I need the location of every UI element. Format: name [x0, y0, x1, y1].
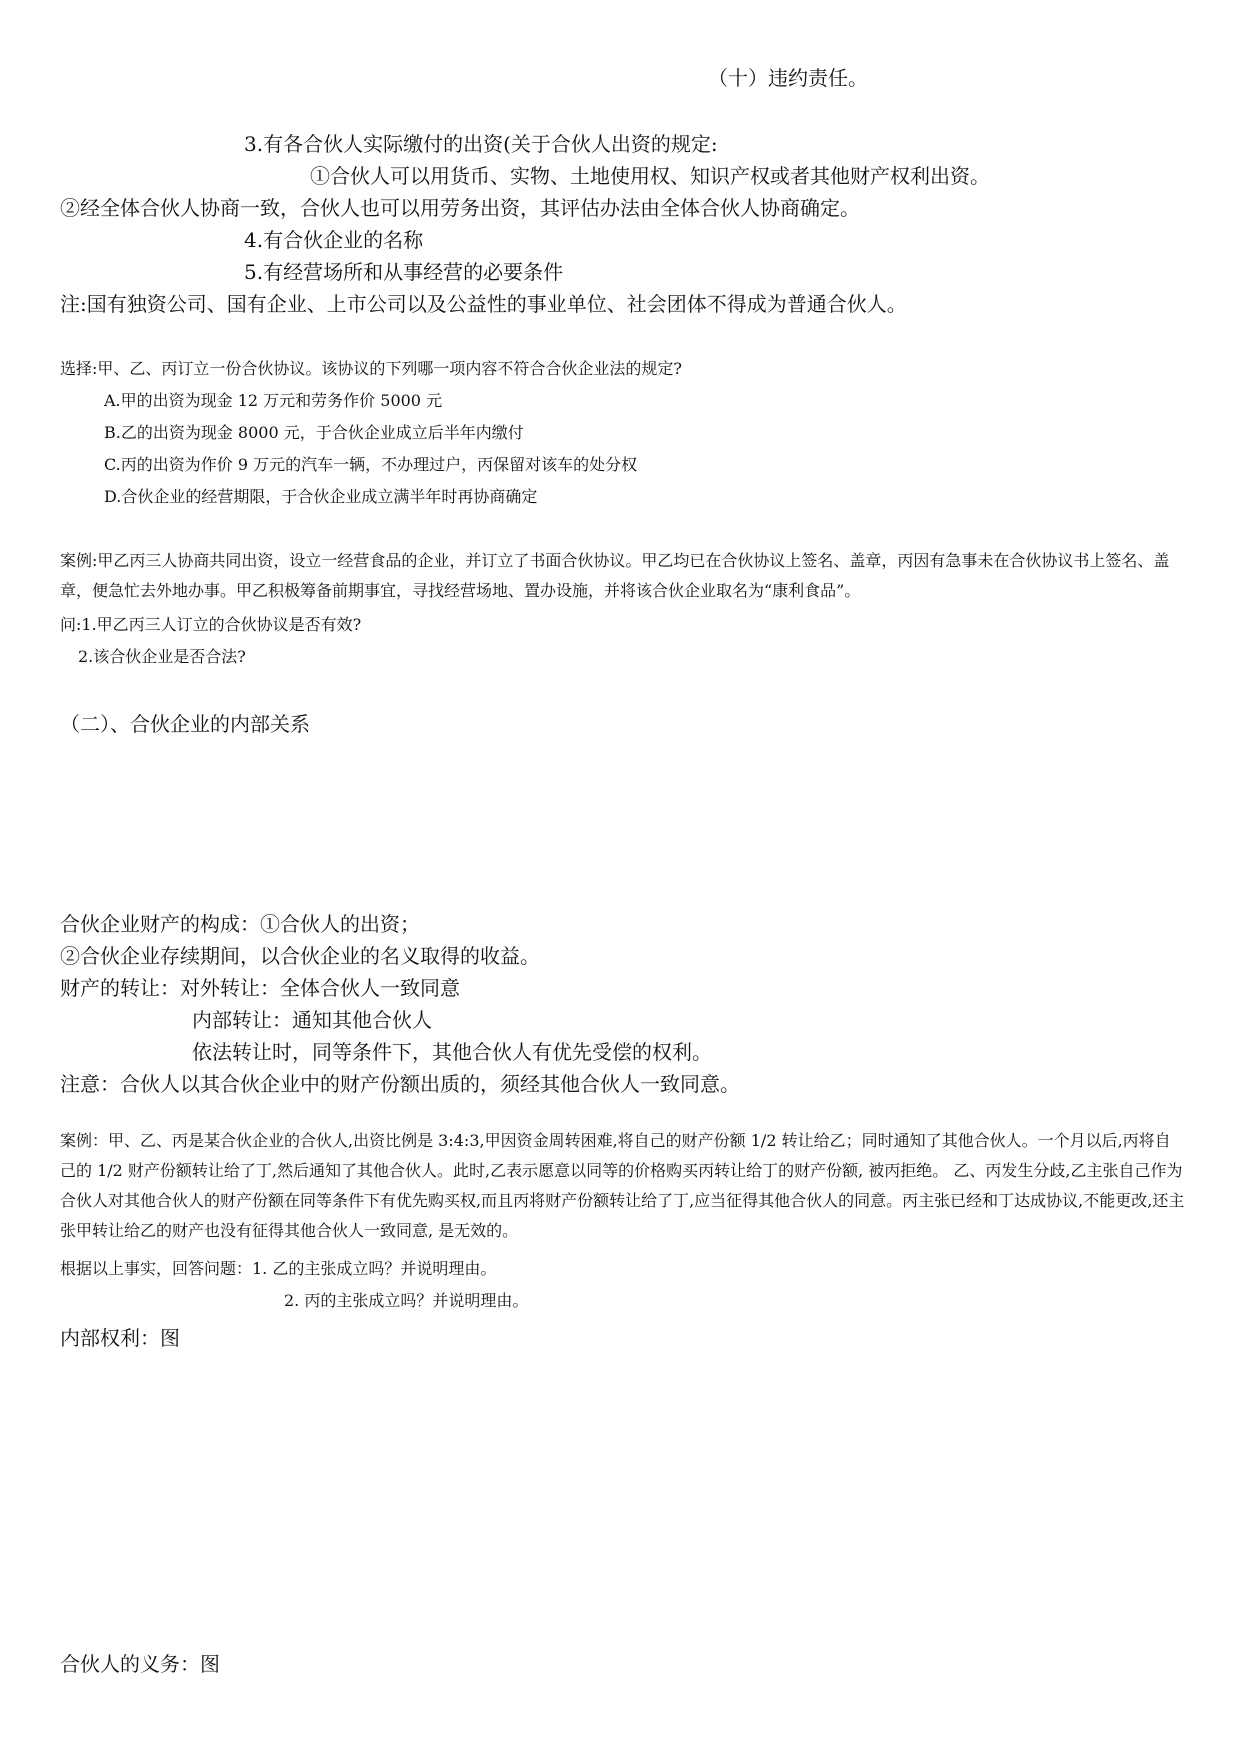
- section-ten-heading: （十）违约责任。: [708, 66, 868, 90]
- case-2-question-2: 2. 丙的主张成立吗？并说明理由。: [284, 1291, 529, 1310]
- case-2-question-1: 根据以上事实，回答问题：1. 乙的主张成立吗？并说明理由。: [60, 1259, 497, 1278]
- property-transfer-line-3: 依法转让时，同等条件下，其他合伙人有优先受偿的权利。: [192, 1040, 712, 1064]
- requirement-3-item-2: ②经全体合伙人协商一致，合伙人也可以用劳务出资，其评估办法由全体合伙人协商确定。: [60, 196, 860, 220]
- note-line: 注:国有独资公司、国有企业、上市公司以及公益性的事业单位、社会团体不得成为普通合伙人。: [60, 292, 907, 316]
- case-1-text: 案例:甲乙丙三人协商共同出资，设立一经营食品的企业，并订立了书面合伙协议。甲乙均已在合伙协议上签名、盖章，丙因有急事未在合伙协议书上签名、盖章，便急忙去外地办事。甲乙积极筹备前期事宜，寻找经营场地、置办设施，并将该合伙企业取名为“康利食品”。: [60, 551, 1170, 600]
- requirement-3-title: 3.有各合伙人实际缴付的出资(关于合伙人出资的规定:: [244, 132, 718, 156]
- choice-option-a: A.甲的出资为现金 12 万元和劳务作价 5000 元: [104, 391, 443, 410]
- choice-option-b: B.乙的出资为现金 8000 元，于合伙企业成立后半年内缴付: [104, 423, 524, 442]
- requirement-5: 5.有经营场所和从事经营的必要条件: [244, 260, 564, 284]
- requirement-3-item-1: ①合伙人可以用货币、实物、土地使用权、知识产权或者其他财产权利出资。: [310, 164, 990, 188]
- partner-duties-label: 合伙人的义务：图: [60, 1652, 220, 1676]
- case-1-question-2: 2.该合伙企业是否合法?: [78, 647, 246, 666]
- case-1-question-1: 问:1.甲乙丙三人订立的合伙协议是否有效?: [60, 615, 362, 634]
- choice-option-c: C.丙的出资为作价 9 万元的汽车一辆，不办理过户，丙保留对该车的处分权: [104, 455, 638, 474]
- property-composition-line-2: ②合伙企业存续期间，以合伙企业的名义取得的收益。: [60, 944, 540, 968]
- property-transfer-line-2: 内部转让：通知其他合伙人: [192, 1008, 432, 1032]
- attention-line: 注意：合伙人以其合伙企业中的财产份额出质的，须经其他合伙人一致同意。: [60, 1072, 740, 1096]
- section-two-heading: （二）、合伙企业的内部关系: [60, 712, 310, 736]
- property-composition-line-1: 合伙企业财产的构成：①合伙人的出资；: [60, 912, 420, 936]
- choice-option-d: D.合伙企业的经营期限，于合伙企业成立满半年时再协商确定: [104, 487, 538, 506]
- choice-question: 选择:甲、乙、丙订立一份合伙协议。该协议的下列哪一项内容不符合合伙企业法的规定?: [60, 359, 682, 378]
- case-2-text: 案例：甲、乙、丙是某合伙企业的合伙人,出资比例是 3:4:3,甲因资金周转困难,将自己的财产份额 1/2 转让给乙；同时通知了其他合伙人。一个月以后,丙将自己的 1/2 财产份额转让给了丁,然后通知了其他合伙人。此时,乙表示愿意以同等的价格购买丙转让给丁的财产份额, 被丙拒绝。 乙、丙发生分歧,乙主张自己作为合伙人对其他合伙人的财产份额在同等条件下有优先购买权,而且丙将财产份额转让给了丁,应当征得其他合伙人的同意。丙主张已经和丁达成协议,不能更改,还主张甲转让给乙的财产也没有征得其他合伙人一致同意, 是无效的。: [60, 1131, 1185, 1240]
- requirement-4: 4.有合伙企业的名称: [244, 228, 424, 252]
- internal-rights-label: 内部权利：图: [60, 1326, 180, 1350]
- property-transfer-line-1: 财产的转让：对外转让：全体合伙人一致同意: [60, 976, 460, 1000]
